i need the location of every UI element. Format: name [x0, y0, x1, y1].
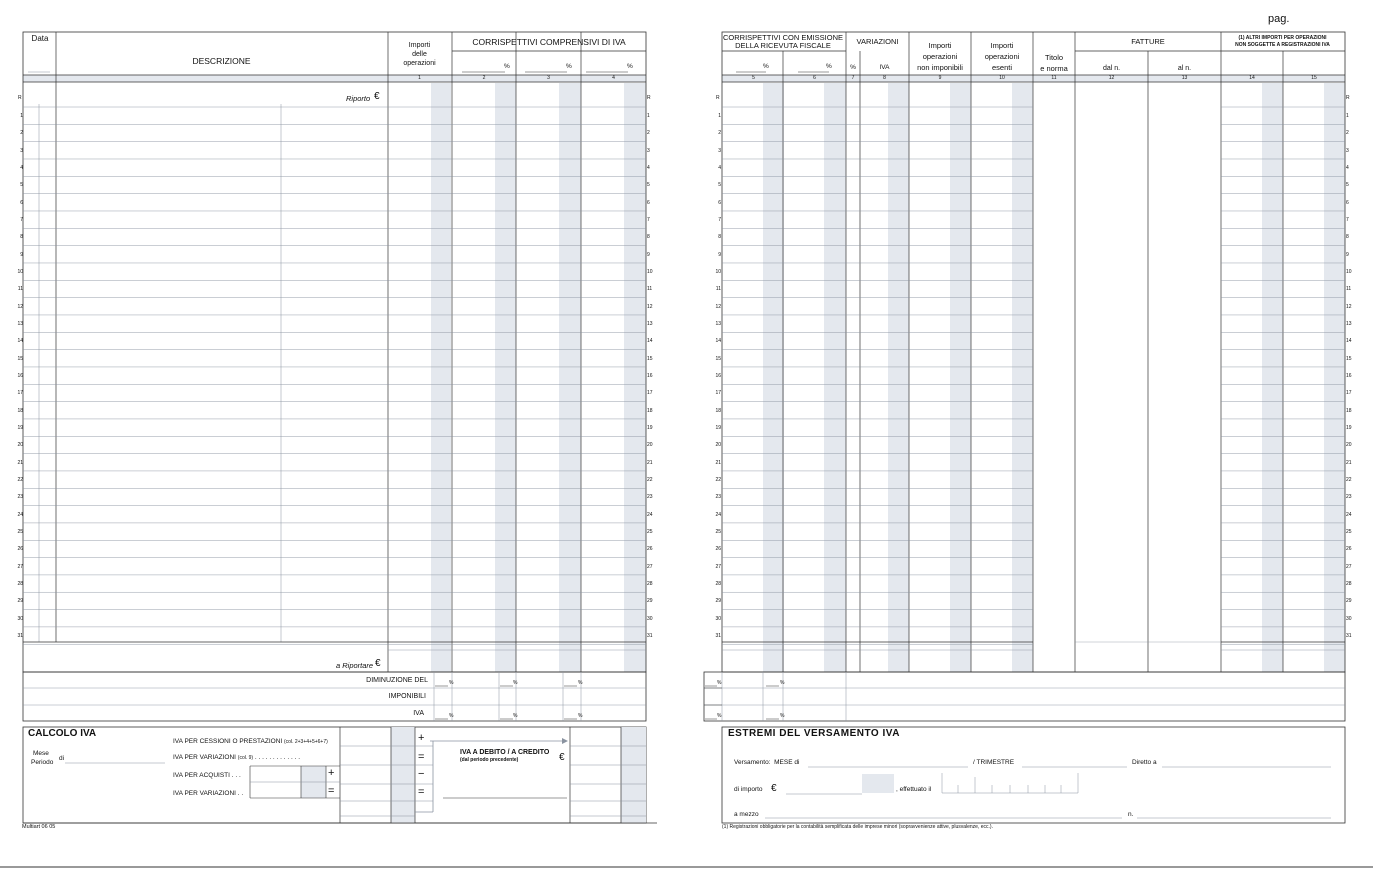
- day-number-mid: 22: [647, 477, 653, 483]
- trimestre-label: / TRIMESTRE: [973, 759, 1015, 766]
- day-number-left: 8: [20, 234, 23, 240]
- day-number-mid: 15: [647, 356, 653, 362]
- mese-di-text: MESE di: [774, 759, 800, 766]
- day-number-right-a: 28: [715, 581, 721, 587]
- day-number-right-a: 12: [715, 304, 721, 310]
- shaded-column: [431, 83, 451, 672]
- var-iva: IVA: [879, 64, 890, 71]
- day-number-right-a: 10: [715, 269, 721, 275]
- footnote: (1) Registrazioni obbligatorie per la contabilità semplificata delle imprese minori (sopravvenienze attive, plusvalenze, ecc.).: [722, 824, 993, 830]
- day-number-left: 18: [17, 408, 23, 414]
- cessioni-cols: (col. 2+3+4+5+6+7): [284, 739, 328, 745]
- day-number-right-b: 10: [1346, 269, 1352, 275]
- pct-col-6: %: [826, 63, 832, 70]
- day-number-left: 15: [17, 356, 23, 362]
- col-num-right: 6: [813, 75, 816, 81]
- day-number-left: 6: [20, 200, 23, 206]
- cessioni-label: [173, 739, 328, 746]
- day-number-right-a: 26: [715, 546, 721, 552]
- day-number-right-b: 3: [1346, 148, 1349, 154]
- day-number-left: 13: [17, 321, 23, 327]
- day-number-right-a: 20: [715, 442, 721, 448]
- right-diminuzione-box: [704, 672, 1345, 721]
- day-number-right-a: 16: [715, 373, 721, 379]
- day-number-right-a: 13: [715, 321, 721, 327]
- day-number-right-b: 2: [1346, 130, 1349, 136]
- variazioni2-label: IVA PER VARIAZIONI . .: [173, 790, 244, 797]
- shaded-column: [1262, 83, 1283, 672]
- importi-header: Importi delle operazioni: [403, 42, 436, 67]
- day-number-right-a: 5: [718, 182, 721, 188]
- day-number-mid: 7: [647, 217, 650, 223]
- shaded-column: [1324, 83, 1345, 672]
- acquisti-label: IVA PER ACQUISTI . . .: [173, 772, 241, 779]
- mezzo-label: a mezzo: [734, 811, 759, 818]
- iva-label: IVA: [413, 710, 424, 717]
- col-num-1: 1: [418, 75, 421, 81]
- day-number-left: 9: [20, 252, 23, 258]
- page-label: pag.: [1268, 13, 1290, 25]
- day-number-left: 22: [17, 477, 23, 483]
- pct-mark: %: [513, 680, 518, 686]
- calcolo-shade: [391, 727, 415, 823]
- col-num-right: 12: [1108, 75, 1115, 81]
- day-number-left: 14: [17, 338, 23, 344]
- day-number-right-b: 23: [1346, 494, 1352, 500]
- calcolo-shade: [621, 727, 646, 823]
- day-number-right-a: 31: [715, 633, 721, 639]
- day-number-mid: 29: [647, 598, 653, 604]
- day-number-right-a: 11: [715, 286, 721, 292]
- day-number-right-b: 24: [1346, 512, 1352, 518]
- pct-col-2: %: [504, 63, 510, 70]
- di-label: di: [59, 755, 65, 762]
- pct-col-3: %: [566, 63, 572, 70]
- day-number-left: 29: [17, 598, 23, 604]
- day-number-right-b: 16: [1346, 373, 1352, 379]
- col-num-right: 13: [1181, 75, 1188, 81]
- day-number-left: 28: [17, 581, 23, 587]
- day-number-right-a: 3: [718, 148, 721, 154]
- day-number-mid: 6: [647, 200, 650, 206]
- day-number-mid: 28: [647, 581, 653, 587]
- day-number-mid: 18: [647, 408, 653, 414]
- day-number-left: 31: [17, 633, 23, 639]
- day-number-right-b: 31: [1346, 633, 1352, 639]
- day-number-right-b: 12: [1346, 304, 1352, 310]
- day-number-right-b: 6: [1346, 200, 1349, 206]
- day-number-right-b: 30: [1346, 616, 1352, 622]
- shaded-column: [624, 83, 646, 672]
- day-number-right-a: 8: [718, 234, 721, 240]
- day-number-right-a: 23: [715, 494, 721, 500]
- pct-mark: %: [780, 680, 785, 686]
- col-num-3: 3: [547, 75, 550, 81]
- day-number-right-b: 13: [1346, 321, 1352, 327]
- shaded-column: [495, 83, 516, 672]
- debito-label: IVA A DEBITO / A CREDITO: [460, 749, 550, 756]
- day-number-right-b: 1: [1346, 113, 1349, 119]
- data-header: Data: [31, 34, 49, 43]
- day-number-right-a: 27: [715, 564, 721, 570]
- pct-mark: %: [717, 713, 722, 719]
- col-num-right: 15: [1311, 75, 1317, 81]
- col-num-right: 10: [999, 75, 1005, 81]
- day-number-mid: 17: [647, 390, 653, 396]
- riporto-label: Riporto: [346, 94, 371, 103]
- minus-sign: −: [418, 768, 425, 780]
- day-number-mid: 4: [647, 165, 650, 171]
- left-r-marker: R: [18, 95, 22, 101]
- day-number-right-a: 19: [715, 425, 721, 431]
- day-number-mid: 9: [647, 252, 650, 258]
- day-number-right-a: 9: [718, 252, 721, 258]
- diretto-label: Diretto a: [1132, 759, 1157, 766]
- pct-mark: %: [449, 713, 454, 719]
- day-number-right-b: 14: [1346, 338, 1352, 344]
- day-number-right-b: 28: [1346, 581, 1352, 587]
- day-number-left: 7: [20, 217, 23, 223]
- versamento-label: [734, 760, 799, 767]
- day-number-right-b: 25: [1346, 529, 1352, 535]
- riportare-label: a Riportare: [336, 661, 374, 670]
- day-number-right-b: 7: [1346, 217, 1349, 223]
- pct-mark: %: [717, 680, 722, 686]
- col-num-right: 14: [1249, 75, 1255, 81]
- versamento-box: [722, 727, 1345, 823]
- dal-header: dal n.: [1102, 65, 1121, 72]
- day-number-mid: 30: [647, 616, 653, 622]
- col-num-4: 4: [612, 75, 615, 81]
- col-num-right: 8: [883, 75, 886, 81]
- day-number-right-b: 22: [1346, 477, 1352, 483]
- fatture-header: FATTURE: [1131, 37, 1165, 46]
- day-number-right-a: 30: [715, 616, 721, 622]
- day-number-left: 20: [17, 442, 23, 448]
- day-number-right-a: 24: [715, 512, 721, 518]
- effettuato-label: , effettuato il: [896, 786, 932, 793]
- altri-header: (1) ALTRI IMPORTI PER OPERAZIONI NON SOGGETTE A REGISTRAZIONI IVA: [1235, 35, 1330, 48]
- day-number-left: 5: [20, 182, 23, 188]
- day-number-mid: 11: [647, 286, 653, 292]
- mese-label: Mese: [33, 750, 49, 757]
- day-number-mid: 24: [647, 512, 653, 518]
- day-number-mid: 21: [647, 460, 653, 466]
- importo-shade: [862, 774, 894, 793]
- day-number-left: 3: [20, 148, 23, 154]
- day-number-mid: 1: [647, 113, 650, 119]
- day-number-right-b: 11: [1346, 286, 1352, 292]
- right-table-frame: [722, 32, 1345, 672]
- cessioni-text: IVA PER CESSIONI O PRESTAZIONI: [173, 738, 283, 745]
- versamento-title: ESTREMI DEL VERSAMENTO IVA: [728, 728, 900, 739]
- non-imponibili-header: Importi operazioni non imponibili: [917, 41, 963, 72]
- equals-sign-2: =: [418, 786, 425, 798]
- importo-euro-icon: €: [771, 783, 777, 794]
- day-number-left: 27: [17, 564, 23, 570]
- pct-mark: %: [513, 713, 518, 719]
- shaded-column: [1012, 83, 1033, 672]
- day-number-right-b: 19: [1346, 425, 1352, 431]
- day-number-mid: 13: [647, 321, 653, 327]
- col-num-right: 5: [752, 75, 755, 81]
- debito-sub: (dal periodo precedente): [460, 757, 519, 763]
- day-number-right-a: 15: [715, 356, 721, 362]
- day-number-left: 1: [20, 113, 23, 119]
- shaded-column: [888, 83, 909, 672]
- titolo-header: Titolo e norma: [1040, 53, 1068, 73]
- al-header: al n.: [1177, 65, 1192, 72]
- day-number-right-a: 29: [715, 598, 721, 604]
- day-number-mid: 27: [647, 564, 653, 570]
- emissione-header: CORRISPETTIVI CON EMISSIONE DELLA RICEVUTA FISCALE: [722, 33, 843, 50]
- day-number-right-a: 17: [715, 390, 721, 396]
- equals-sign-1: =: [418, 751, 425, 763]
- col-num-right: 7: [851, 75, 855, 81]
- shaded-column: [824, 83, 846, 672]
- day-number-right-b: 15: [1346, 356, 1352, 362]
- corrispettivi-header: CORRISPETTIVI COMPRENSIVI DI IVA: [472, 37, 626, 47]
- left-table-frame: [23, 32, 646, 672]
- day-number-right-b: 29: [1346, 598, 1352, 604]
- day-number-right-b: 26: [1346, 546, 1352, 552]
- day-number-right-a: 25: [715, 529, 721, 535]
- day-number-left: 26: [17, 546, 23, 552]
- arrow-head-icon: [562, 738, 568, 744]
- shaded-column: [559, 83, 581, 672]
- day-number-left: 25: [17, 529, 23, 535]
- day-number-right-a: 4: [718, 165, 721, 171]
- day-number-right-a: 1: [718, 113, 721, 119]
- day-number-right-b: 5: [1346, 182, 1349, 188]
- day-number-mid: 12: [647, 304, 653, 310]
- day-number-left: 30: [17, 616, 23, 622]
- day-number-left: 24: [17, 512, 23, 518]
- pct-mark: %: [780, 713, 785, 719]
- right-r-marker-b: R: [1346, 95, 1350, 101]
- day-number-left: 23: [17, 494, 23, 500]
- pct-mark: %: [578, 680, 583, 686]
- day-number-mid: 23: [647, 494, 653, 500]
- day-number-right-b: 21: [1346, 460, 1352, 466]
- variazioni-text: IVA PER VARIAZIONI: [173, 754, 236, 761]
- day-number-mid: 25: [647, 529, 653, 535]
- day-number-left: 11: [17, 286, 23, 292]
- periodo-label: Periodo: [31, 759, 54, 766]
- debito-euro-icon: €: [559, 752, 565, 763]
- day-number-right-a: 14: [715, 338, 721, 344]
- day-number-right-b: 4: [1346, 165, 1349, 171]
- day-number-mid: 20: [647, 442, 653, 448]
- pct-col-5: %: [763, 63, 769, 70]
- acquisti-text: IVA PER ACQUISTI: [173, 772, 230, 779]
- day-number-left: 16: [17, 373, 23, 379]
- variazioni2-text: IVA PER VARIAZIONI: [173, 790, 236, 797]
- day-number-left: 4: [20, 165, 23, 171]
- day-number-right-a: 7: [718, 217, 721, 223]
- day-number-mid: 3: [647, 148, 650, 154]
- riporto-euro-icon: €: [374, 91, 380, 102]
- variazioni-header: VARIAZIONI: [856, 37, 899, 46]
- day-number-left: 2: [20, 130, 23, 136]
- day-number-mid: 31: [647, 633, 653, 639]
- equals-sign-3: =: [328, 785, 335, 797]
- day-number-left: 10: [17, 269, 23, 275]
- mid-r-marker: R: [647, 95, 651, 101]
- right-r-marker-a: R: [716, 95, 720, 101]
- day-number-left: 17: [17, 390, 23, 396]
- day-number-left: 21: [17, 460, 23, 466]
- day-number-right-a: 2: [718, 130, 721, 136]
- day-number-left: 19: [17, 425, 23, 431]
- descrizione-header: DESCRIZIONE: [192, 56, 251, 66]
- pct-col-4: %: [627, 63, 633, 70]
- n-label: n.: [1128, 811, 1134, 818]
- day-number-mid: 26: [647, 546, 653, 552]
- shaded-column: [950, 83, 971, 672]
- diminuzione-label: DIMINUZIONE DEL: [366, 677, 428, 684]
- pct-mark: %: [449, 680, 454, 686]
- day-number-mid: 19: [647, 425, 653, 431]
- day-number-mid: 16: [647, 373, 653, 379]
- calcolo-iva-box: [23, 727, 646, 823]
- versamento-text: Versamento:: [734, 759, 771, 766]
- riportare-euro-icon: €: [375, 658, 381, 669]
- day-number-mid: 2: [647, 130, 650, 136]
- calcolo-iva-title: CALCOLO IVA: [28, 728, 97, 739]
- day-number-right-a: 18: [715, 408, 721, 414]
- col-num-2: 2: [482, 75, 486, 81]
- day-number-right-b: 27: [1346, 564, 1352, 570]
- day-number-mid: 5: [647, 182, 650, 188]
- day-number-right-b: 20: [1346, 442, 1352, 448]
- day-number-right-b: 17: [1346, 390, 1352, 396]
- plus-sign-2: +: [328, 767, 335, 779]
- importo-label: di importo: [734, 786, 763, 793]
- plus-sign-1: +: [418, 732, 425, 744]
- variazioni-cols: (col. 9): [237, 755, 254, 761]
- col-num-right: 9: [938, 75, 942, 81]
- day-number-mid: 8: [647, 234, 650, 240]
- esenti-header: Importi operazioni esenti: [984, 41, 1020, 72]
- shaded-column: [763, 83, 784, 672]
- day-number-right-b: 9: [1346, 252, 1349, 258]
- day-number-left: 12: [17, 304, 23, 310]
- day-number-right-b: 18: [1346, 408, 1352, 414]
- day-number-mid: 10: [647, 269, 653, 275]
- day-number-right-b: 8: [1346, 234, 1349, 240]
- day-number-right-a: 22: [715, 477, 721, 483]
- imponibili-label: IMPONIBILI: [388, 693, 426, 700]
- var-pct: %: [850, 64, 856, 71]
- variazioni-label: IVA PER VARIAZIONI (col. 9) . . . . . . . . . . . . .: [173, 754, 301, 761]
- col-num-right: 11: [1051, 75, 1057, 81]
- day-number-right-a: 21: [715, 460, 721, 466]
- footer-code: Multiart 06 05: [22, 824, 56, 830]
- day-number-right-a: 6: [718, 200, 721, 206]
- pct-mark: %: [578, 713, 583, 719]
- day-number-mid: 14: [647, 338, 653, 344]
